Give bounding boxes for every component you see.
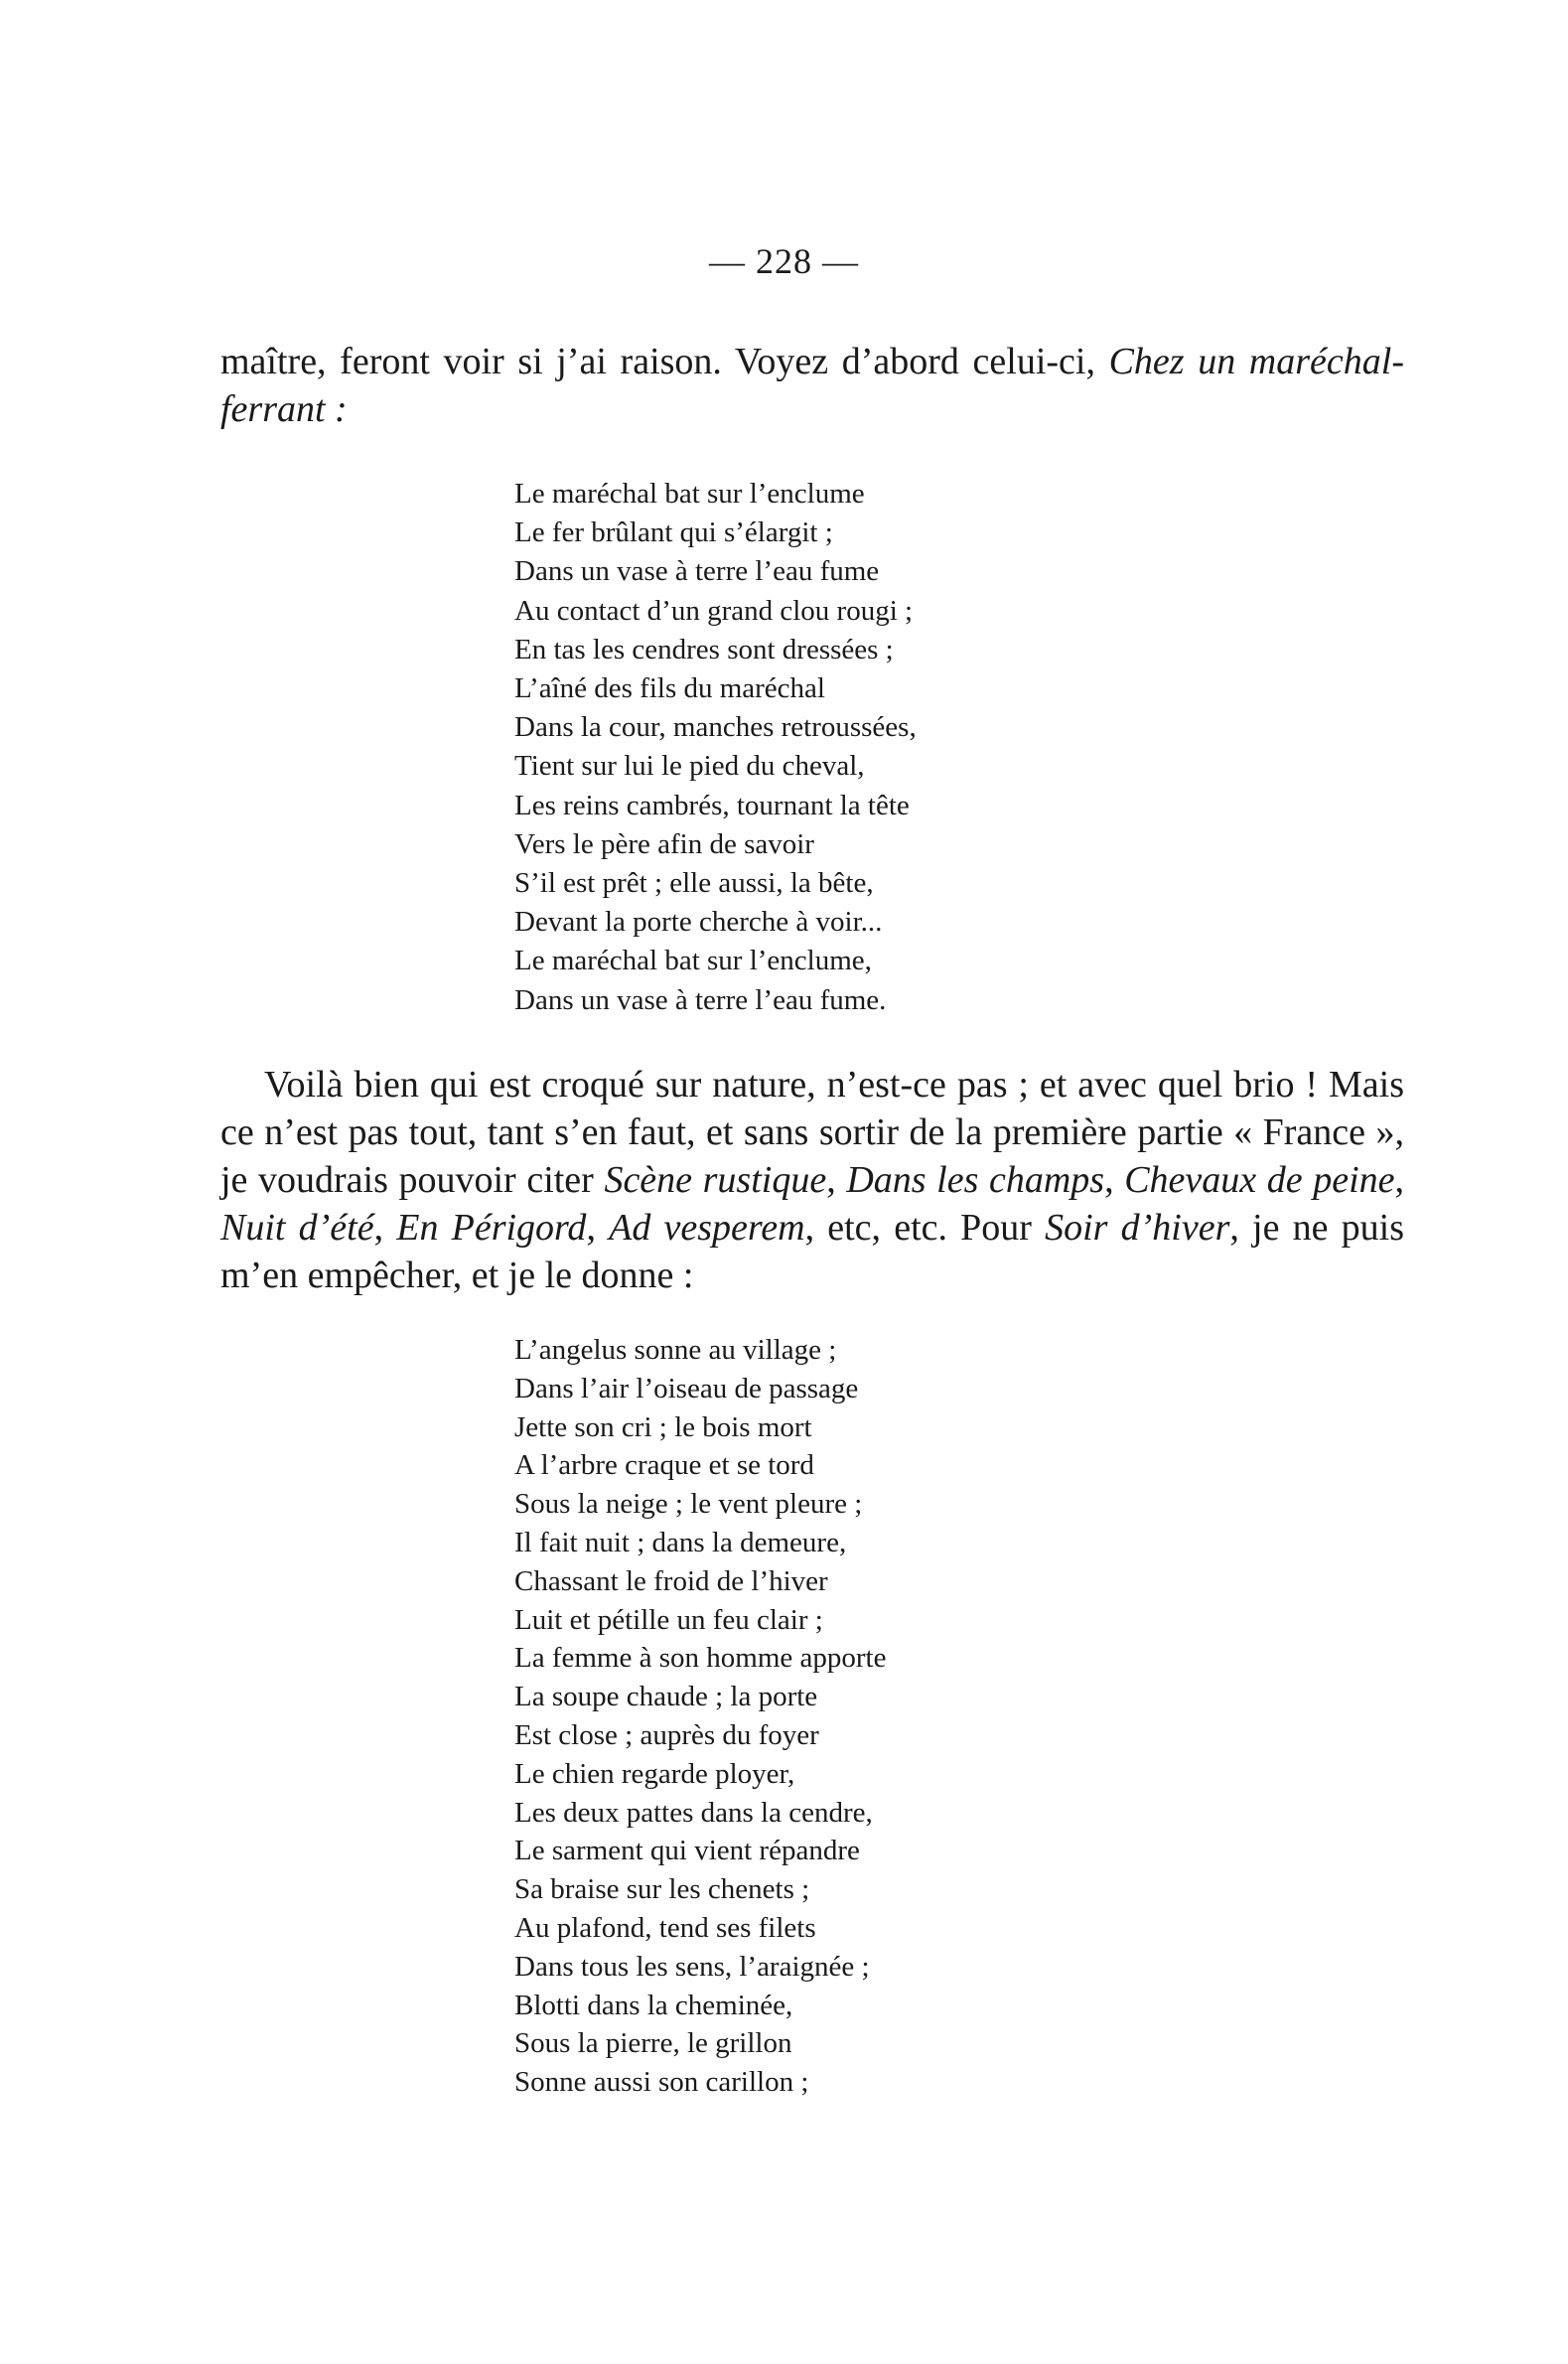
verse-line: Le fer brûlant qui s’élargit ; <box>514 517 833 549</box>
verse-line: La soupe chaude ; la porte <box>514 1681 818 1713</box>
title-dans-les-champs: Dans les champs <box>846 1159 1105 1201</box>
verse-line: Le sarment qui vient répandre <box>514 1835 860 1867</box>
separator: , <box>826 1159 847 1201</box>
title-chevaux-de-peine: Chevaux de peine <box>1124 1159 1395 1201</box>
verse-line: Au contact d’un grand clou rougi ; <box>514 594 914 627</box>
verse-line: Les reins cambrés, tournant la tête <box>514 789 910 821</box>
verse-line: Il fait nuit ; dans la demeure, <box>514 1526 847 1558</box>
verse-line: Dans un vase à terre l’eau fume <box>514 555 880 588</box>
verse-line: Chassant le froid de l’hiver <box>514 1564 828 1597</box>
verse-line: L’aîné des fils du maréchal <box>514 672 825 705</box>
verse-line: Devant la porte cherche à voir... <box>514 906 883 939</box>
separator: , <box>1394 1159 1405 1201</box>
commentary-text: Voilà bien qui est croqué sur nature, n’est-ce pas ; et avec quel brio ! Mais ce n’est pas tout, tant s’en faut, et sans sortir de la première partie « France », je voudrais pouvoir citer <box>220 1064 1404 1201</box>
verse-line: Vers le père afin de savoir <box>514 827 814 860</box>
paragraph-intro-text: maître, feront voir si j’ai raison. Voyez d’abord celui-ci, <box>220 341 1109 382</box>
title-scene-rustique: Scène rustique <box>604 1159 827 1201</box>
paragraph-commentary <box>220 1061 1404 1299</box>
verse-line: Est close ; auprès du foyer <box>514 1718 819 1751</box>
verse-line: Dans tous les sens, l’araignée ; <box>514 1950 870 1983</box>
separator: , <box>1104 1159 1125 1201</box>
commentary-text: , etc, etc. Pour <box>804 1207 1046 1249</box>
verse-line: Sous la pierre, le grillon <box>514 2027 792 2060</box>
verse-line: La femme à son homme apporte <box>514 1642 887 1675</box>
verse-line: Dans l’air l’oiseau de passage <box>514 1372 859 1404</box>
verse-line: Jette son cri ; le bois mort <box>514 1410 812 1443</box>
title-ad-vesperem: Ad vesperem <box>609 1207 805 1249</box>
verse-line: Dans un vase à terre l’eau fume. <box>514 983 887 1016</box>
poem-chez-un-marechal-ferrant <box>514 475 917 1020</box>
verse-line: S’il est prêt ; elle aussi, la bête, <box>514 867 874 900</box>
verse-line: Le maréchal bat sur l’enclume, <box>514 945 872 977</box>
poem-title-chez-un-marechal-ferrant: Chez un maréchal-ferrant : <box>220 341 1404 430</box>
verse-line: L’angelus sonne au village ; <box>514 1334 837 1366</box>
verse-line: Sous la neige ; le vent pleure ; <box>514 1488 863 1521</box>
separator: , <box>373 1207 397 1249</box>
verse-line: Le chien regarde ployer, <box>514 1757 795 1790</box>
verse-line: A l’arbre craque et se tord <box>514 1449 814 1482</box>
verse-line: Le maréchal bat sur l’enclume <box>514 478 865 510</box>
verse-line: Dans la cour, manches retroussées, <box>514 711 917 744</box>
verse-line: En tas les cendres sont dressées ; <box>514 633 894 665</box>
poem-soir-d-hiver <box>514 1331 886 2102</box>
title-soir-d-hiver: Soir d’hiver <box>1045 1207 1230 1249</box>
verse-line: Au plafond, tend ses filets <box>514 1911 816 1944</box>
title-nuit-d-ete: Nuit d’été <box>220 1207 374 1249</box>
verse-line: Sonne aussi son carillon ; <box>514 2066 809 2099</box>
verse-line: Les deux pattes dans la cendre, <box>514 1796 873 1829</box>
verse-line: Luit et pétille un feu clair ; <box>514 1603 823 1636</box>
paragraph-intro <box>220 338 1404 433</box>
commentary-text: , je ne puis m’en empêcher, et je le donne : <box>220 1207 1405 1296</box>
verse-line: Tient sur lui le pied du cheval, <box>514 750 865 783</box>
verse-line: Blotti dans la cheminée, <box>514 1989 793 2021</box>
verse-line: Sa braise sur les chenets ; <box>514 1873 810 1906</box>
separator: , <box>586 1207 610 1249</box>
page-number: — 228 — <box>709 241 859 281</box>
title-en-perigord: En Périgord <box>396 1207 587 1249</box>
